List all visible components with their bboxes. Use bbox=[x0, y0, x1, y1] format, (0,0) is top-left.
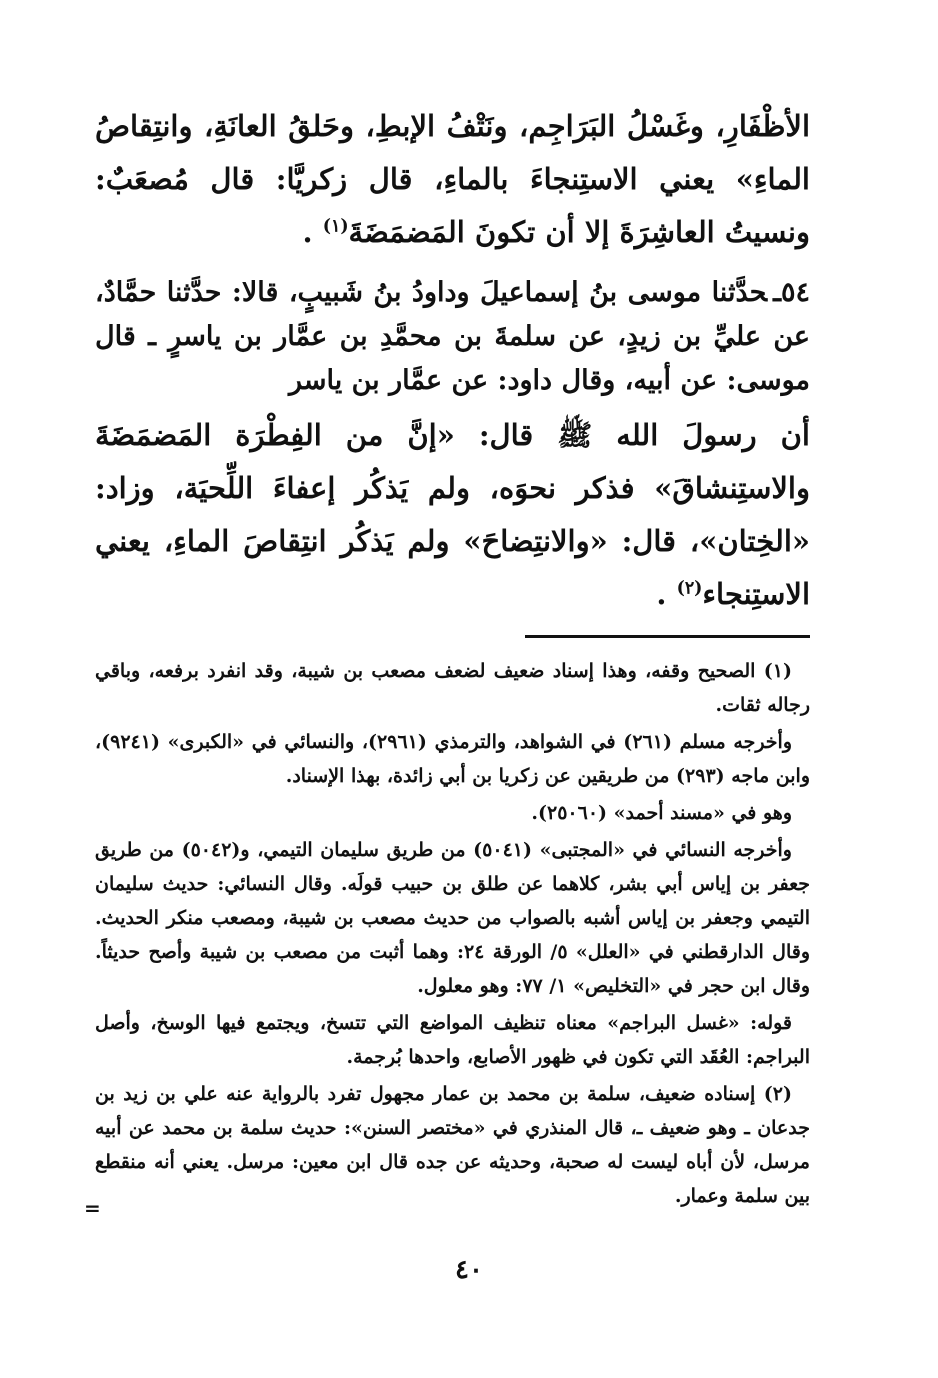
footnotes bbox=[95, 654, 810, 1213]
paragraph-text: الأظْفَارِ، وغَسْلُ البَرَاجِم، ونَتْفُ الإبطِ، وحَلقُ العانَةِ، وانتِقاصُ الماءِ» يعني الاستِنجاءَ بالماءِ، قال زكريَّا: قال مُصعَبٌ: ونسيتُ العاشِرَةَ إلا أن تكونَ المَضمَضَةَ bbox=[95, 109, 810, 249]
footnote-1-musnad: وهو في «مسند أحمد» (٢٥٠٦٠). bbox=[531, 802, 792, 824]
matn-end: . bbox=[656, 577, 667, 611]
hadith-matn bbox=[95, 409, 810, 621]
footnote-separator bbox=[525, 635, 810, 638]
hadith-isnad bbox=[95, 271, 810, 403]
footnote-1: (١) الصحيح وقفه، وهذا إسناد ضعيف لضعف مصعب بن شيبة، وقد انفرد برفعه، وباقي رجاله ثقات. bbox=[95, 660, 810, 716]
hadith-number: ٥٤ـ bbox=[773, 277, 810, 308]
main-text bbox=[95, 100, 810, 621]
page-number: ٤٠ bbox=[455, 1255, 483, 1285]
continuation-mark: = bbox=[84, 1196, 101, 1220]
footnote-1-baraajim: قوله: «غسل البراجم» معناه تنظيف المواضع التي تتسخ، ويجتمع فيها الوسخ، وأصل البراجم: العُقَد التي تكون في ظهور الأصابع، واحدها بُرجمة. bbox=[95, 1012, 810, 1068]
matn-text: أن رسولَ الله ﷺ قال: «إنَّ من الفِطْرَة المَضمَضَةَ والاستِنشاقَ» فذكر نحوَه، ولم يَذكُر إعفاءَ اللِّحيَة، وزاد: «الخِتان»، قال: «والانتِضاحَ» ولم يَذكُر انتِقاصَ الماءِ، يعني الاستِنجاء bbox=[95, 418, 810, 611]
hadith-chain: حدَّثنا موسى بنُ إسماعيلَ وداودُ بنُ شَبيبٍ، قالا: حدَّثنا حمَّادٌ، عن عليِّ بن زيدٍ، عن سلمةَ بن محمَّدِ بن عمَّار بن ياسرٍ ـ قال موسى: عن أبيه، وقال داود: عن عمَّار بن ياسر bbox=[95, 277, 810, 396]
footnote-1-nasai: وأخرجه النسائي في «المجتبى» (٥٠٤١) من طريق سليمان التيمي، و(٥٠٤٢) من طريق جعفر بن إياس أبي بشر، كلاهما عن طلق بن حبيب قولَه. وقال النسائي: حديث سليمان التيمي وجعفر بن إياس أشبه بالصواب من حديث مصعب بن شيبة، ومصعب منكر الحديث. وقال الدارقطني في «العلل» ٥/ الورقة ٢٤: وهما أثبت من مصعب بن شيبة وأصح حديثاً. وقال ابن حجر في «التخليص» ١/ ٧٧: وهو معلول. bbox=[95, 839, 810, 997]
footnote-2: (٢) إسناده ضعيف، سلمة بن محمد بن عمار مجهول تفرد بالرواية عنه علي بن زيد بن جدعان ـ وهو ضعيف ـ، قال المنذري في «مختصر السنن»: حديث سلمة بن محمد عن أبيه مرسل، لأن أباه ليست له صحبة، وحديثه عن جده قال ابن معين: مرسل. يعني أنه منقطع بين سلمة وعمار. bbox=[95, 1083, 810, 1207]
footnote-ref-1: (١) bbox=[322, 216, 349, 237]
footnote-ref-2: (٢) bbox=[676, 578, 703, 599]
footnote-1-takhrij: وأخرجه مسلم (٢٦١) في الشواهد، والترمذي (٢٩٦١)، والنسائي في «الكبرى» (٩٢٤١)، وابن ماجه (٢٩٣) من طريقين عن زكريا بن أبي زائدة، بهذا الإسناد. bbox=[95, 731, 810, 787]
book-page bbox=[95, 100, 810, 1300]
paragraph-continuation bbox=[95, 100, 810, 259]
paragraph-end: . bbox=[302, 215, 313, 249]
